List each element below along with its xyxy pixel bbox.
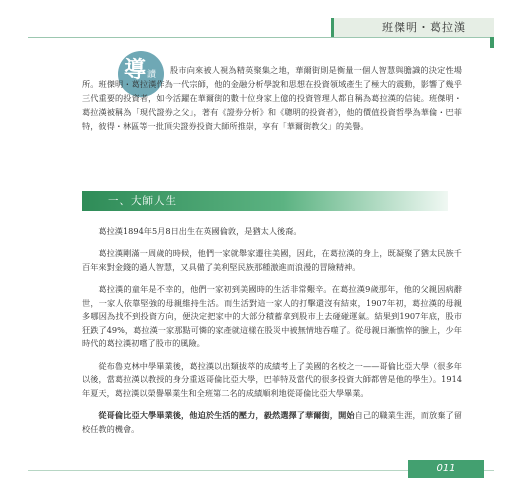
page-number: 011 [436,463,456,474]
paragraph-2: 葛拉漢剛滿一周歲的時候，他們一家就舉家遷往美國，因此，在葛拉漢的身上，既凝聚了猶太民族千百年來對金錢的過人智慧，又具備了美利堅民族那種激進而浪漫的冒險精神。 [82,248,462,272]
section-banner [82,191,448,211]
header-side-mark [490,37,494,48]
intro-badge-small: 讀 [147,70,157,80]
paragraph-4: 從布魯克林中學畢業後，葛拉漢以出類拔萃的成績考上了美國的名校之一——哥倫比亞大學（很多年以後，當葛拉漢以教授的身分重返哥倫比亞大學，巴菲特及當代的很多投資大師都曾是他的學生）。1914年夏天，葛拉漢以榮譽畢業生和全班第二名的成績順利地從哥倫比亞大學畢業。 [82,360,462,398]
section-title: 一、大師人生 [108,195,177,207]
intro-paragraph [82,63,462,133]
paragraph-5 [82,409,462,436]
paragraph-5-rest: 自己的職業生涯，而放棄了留校任教的機會。 [82,409,462,434]
intro-badge-main: 導 [124,58,147,83]
intro-text: 股市向來被人視為精英聚集之地，華爾街則是衡量一個人智慧與膽識的決定性場所。班傑明・葛拉漢作為一代宗師，他的金融分析學說和思想在投資領域產生了極大的震動，影響了幾乎三代重要的投資者，如今活躍在華爾街的數十位身家上億的投資管理人都自稱為葛拉漢的信徒。班傑明・葛拉漢被稱為「現代證券之父」，著有《證券分析》和《聰明的投資者》，他的價值投資哲學為華倫・巴菲特，彼得・林區等一批頂尖證券投資大師所推崇，享有「華爾街教父」的美譽。 [82,65,462,131]
book-page [28,8,494,492]
header-rule [28,37,494,38]
paragraph-3: 葛拉漢的童年是不幸的，他們一家初到美國時的生活非常艱辛。在葛拉漢9歲那年，他的父親因病辭世，一家人依靠堅強的母親維持生活。而生活對這一家人的打擊還沒有結束，1907年初，葛拉漢的母親多哪因為找不到投資方向，便決定把家中的大部分積蓄拿到股市上去碰碰運氣。結果到1907年底，股市狂跌了49%，葛拉漢一家那點可憐的家產就這樣在股災中被無情地吞噬了。從母親日漸憔悴的臉上，少年時代的葛拉漢初嚐了股市的風險。 [82,283,462,349]
paragraph-5-bold: 從哥倫比亞大學畢業後，他迫於生活的壓力，毅然選擇了華爾街，開始 [98,409,355,420]
body-text [82,225,462,445]
page-number-box [408,460,484,478]
paragraph-1: 葛拉漢1894年5月8日出生在英國倫敦，是猶太人後裔。 [98,226,302,236]
running-header-title: 班傑明・葛拉漢 [382,21,466,34]
